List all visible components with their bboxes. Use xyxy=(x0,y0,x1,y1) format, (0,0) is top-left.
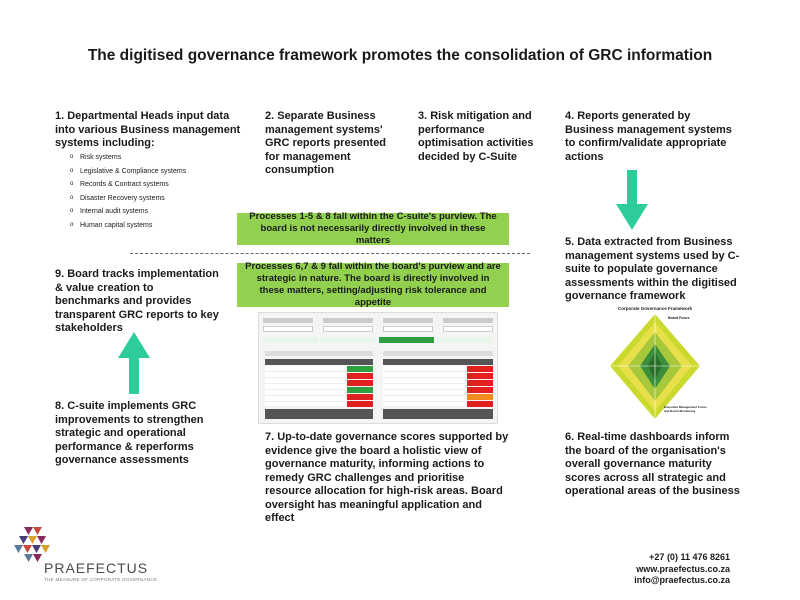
step-1-list-item: o Disaster Recovery systems xyxy=(70,192,240,206)
contact-block xyxy=(600,552,730,587)
page-title: The digitised governance framework promotes the consolidation of GRC information xyxy=(87,47,713,64)
contact-phone: +27 (0) 11 476 8261 xyxy=(649,552,730,562)
step-2-text: 2. Separate Business management systems' GRC reports presented for management consumption xyxy=(265,110,387,176)
diagram-top-label: Board Focus xyxy=(668,316,690,320)
diagram-title: Corporate Governance Framework xyxy=(617,306,693,311)
arrow-down-icon xyxy=(616,170,648,230)
logo-tagline: THE MEASURE OF CORPORATE GOVERNANCE xyxy=(44,577,158,582)
divider-line xyxy=(130,253,530,254)
step-9-text: 9. Board tracks implementation & value creation to benchmarks and provides transparent GRC reports to key stakeholders xyxy=(55,268,219,334)
contact-website[interactable]: www.praefectus.co.za xyxy=(636,563,730,574)
step-3-text: 3. Risk mitigation and performance optimisation activities decided by C-Suite xyxy=(418,110,534,163)
governance-framework-diagram xyxy=(600,306,710,426)
diamond-icon xyxy=(610,314,700,419)
step-1-list-item: o Legislative & Compliance systems xyxy=(70,165,240,179)
arrow-up-icon xyxy=(118,332,150,394)
step-1-list-item: o Internal audit systems xyxy=(70,205,240,219)
contact-email[interactable]: info@praefectus.co.za xyxy=(634,575,730,585)
csuite-purview-box: Processes 1-5 & 8 fall within the C-suite's purview. The board is not necessarily directly involved in these matters xyxy=(237,213,509,245)
diagram-bottom-label: Executive Management Focus and Board Monitoring xyxy=(664,405,707,413)
step-4-text: 4. Reports generated by Business management systems to confirm/validate appropriate actions xyxy=(565,110,732,163)
board-purview-box: Processes 6,7 & 9 fall within the board's purview and are strategic in nature. The board is directly involved in these matters, setting/adjusting risk tolerance and appetite xyxy=(237,263,509,307)
step-5-text: 5. Data extracted from Business management systems used by C-suite to populate governance assessments within the digitised governance framework xyxy=(565,236,740,302)
dashboard-screenshot xyxy=(258,312,498,424)
step-1-list xyxy=(70,151,240,232)
logo-name: PRAEFECTUS xyxy=(44,560,149,576)
step-1-list-item: o Risk systems xyxy=(70,151,240,165)
step-6-text: 6. Real-time dashboards inform the board of the organisation's overall governance maturity scores across all strategic and operational areas of the business xyxy=(565,431,740,497)
step-1-list-item: o Records & Contract systems xyxy=(70,178,240,192)
step-8-text: 8. C-suite implements GRC improvements to strengthen strategic and operational performance & reperforms governance assessments xyxy=(55,400,204,466)
step-7-text: 7. Up-to-date governance scores supported by evidence give the board a holistic view of governance maturity, informing actions to remedy GRC challenges and prioritise resource allocation for high-risk areas. Board oversight has meaningful application and effect xyxy=(265,431,509,524)
step-1-list-item: o Human capital systems xyxy=(70,219,240,233)
step-1-text: 1. Departmental Heads input data into various Business management systems including: xyxy=(55,110,241,149)
